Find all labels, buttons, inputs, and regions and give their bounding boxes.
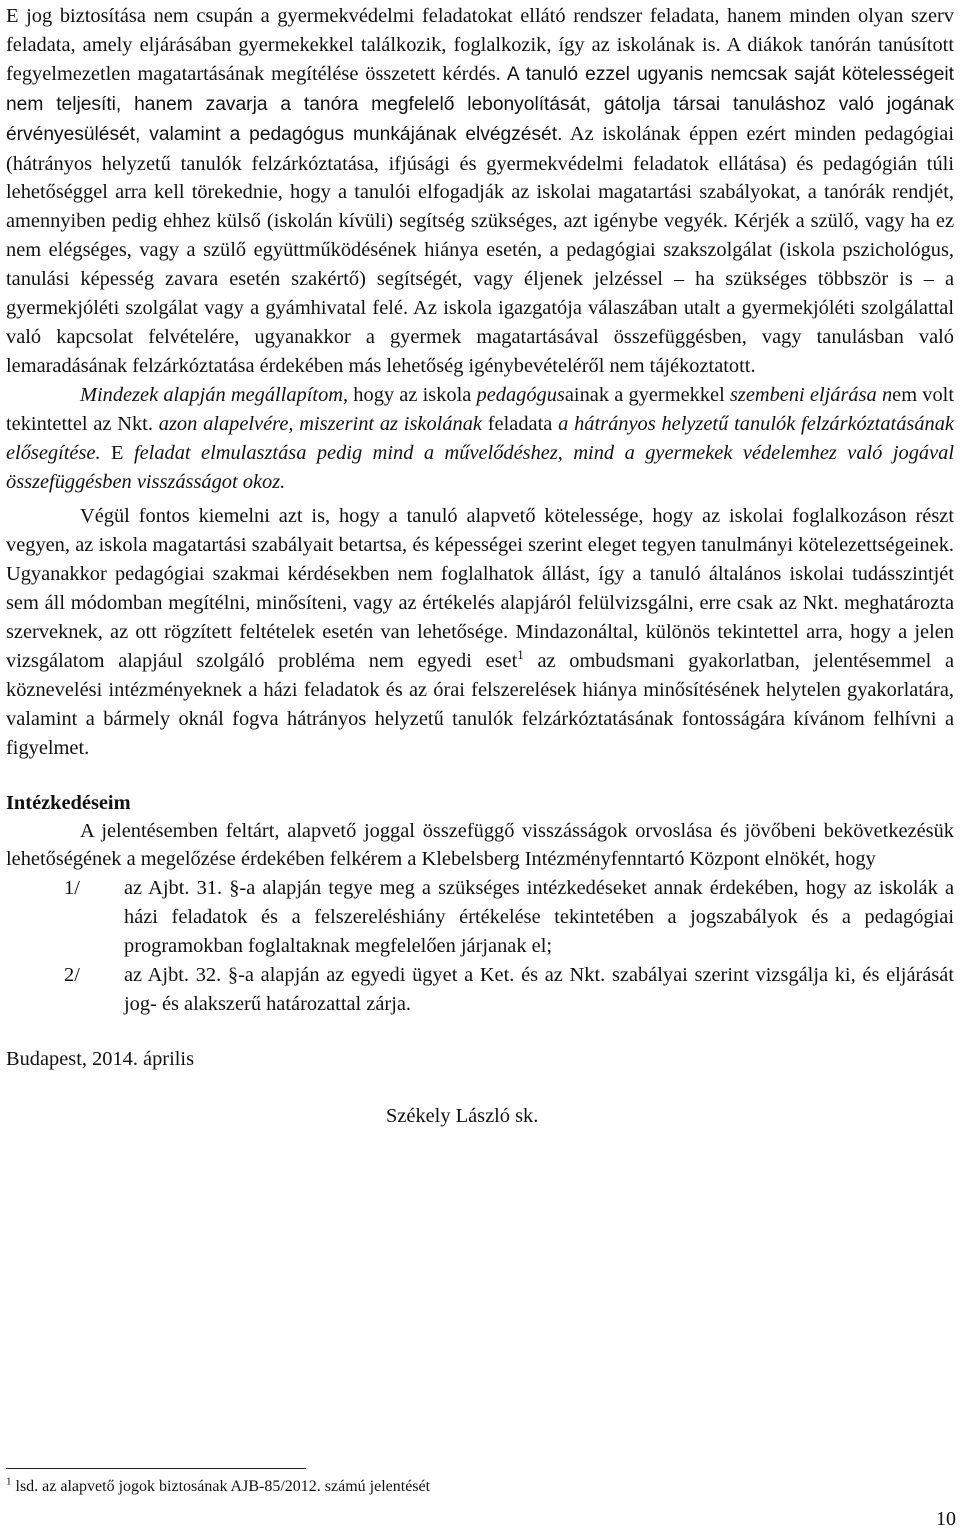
finding-italic-1: Mindezek alapján megállapítom — [80, 383, 343, 406]
footnote-divider — [6, 1468, 306, 1469]
measures-list — [6, 874, 954, 1019]
finding-text-2: ainak a gyermekkel — [564, 383, 730, 406]
finding-text-5: E — [100, 441, 134, 464]
footnote-text: lsd. az alapvető jogok biztosának AJB-85/2012. számú jelentését — [11, 1478, 431, 1495]
paragraph-3-part-a: Végül fontos kiemelni azt is, hogy a tanuló alapvető kötelessége, hogy az iskolai foglalkozáson részt vegyen, az iskola magatartási szabályait betartsa, és képességei szerint eleget tegyen tanulmányi kötelezettségeinek. Ugyanakkor pedagógiai szakmai kérdésekben nem foglalhatok állást, így a tanuló általános iskolai tudásszintjét sem áll módomban megítélni, minősíteni, vagy az értékelés alapjáról felülvizsgálni, erre csak az Nkt. meghatározta szerveknek, az ott rögzített feltételek esetén van lehetősége. Mindazonáltal, különös tekintettel arra, hogy a jelen vizsgálatom alapjául szolgáló probléma nem egyedi eset — [6, 505, 954, 672]
paragraph-3-part-b: az ombudsmani gyakorlatban, jelentésemmel a köznevelési intézményeknek a házi feladatok és az órai felszerelések hiánya minősítésének helytelen gyakorlatára, valamint a bármely oknál fogva hátrányos helyzetű tanulók felzárkóztatásának fontosságára kívánom felhívni a figyelmet. — [6, 649, 955, 759]
place-date: Budapest, 2014. április — [6, 1047, 195, 1070]
list-item — [6, 874, 954, 961]
finding-text-4: feladata — [481, 412, 559, 435]
footnote-reference[interactable]: 1 — [517, 647, 524, 663]
list-item-text: az Ajbt. 32. §-a alapján az egyedi ügyet a Ket. és az Nkt. szabályai szerint vizsgálja ki, és eljárását jog- és alakszerű határozattal zárja. — [124, 964, 954, 1015]
finding-text-3: em volt tekintettel az Nkt. — [6, 383, 954, 435]
finding-italic-6: feladat elmulasztása pedig mind a művelődéshez, mind a gyermekek védelemhez való jogával összefüggésben visszásságot okoz. — [6, 441, 955, 493]
paragraph-2 — [6, 381, 954, 497]
footnote-number: 1 — [6, 1475, 12, 1488]
finding-italic-5: a hátrányos helyzetű tanulók felzárkóztatásának elősegítése. — [6, 412, 954, 464]
measures-intro: A jelentésemben feltárt, alapvető joggal összefüggő visszásságok orvoslása és jövőbeni bekövetkezésük lehetőségének a megelőzése érdekében felkérem a Klebelsberg Intézményfenntartó Központ elnökét, hogy — [6, 819, 954, 871]
finding-italic-3: szembeni eljárása n — [729, 383, 893, 406]
paragraph-3 — [6, 502, 954, 762]
paragraph-1 — [6, 0, 954, 381]
finding-text-1: , hogy az iskola — [343, 383, 477, 406]
paragraph-1-part-a: E jog biztosítása nem csupán a gyermekvédelmi feladatokat ellátó rendszer feladata, hanem minden olyan szerv feladata, amely eljárásában gyermekekkel találkozik, foglalkozik, így az iskolának is. A diákok tanórán tanúsított fegyelmezetlen magatartásának megítélése összetett kérdés. — [6, 5, 954, 85]
measures-heading: Intézkedéseim — [6, 791, 131, 814]
paragraph-1-part-c: Az iskolának éppen ezért minden pedagógiai (hátrányos helyzetű tanulók felzárkóztatása, ifjúsági és gyermekvédelmi feladatok ellátása) és pedagógián túli lehetőséggel arra kell törekednie, hogy a tanulói elfogadják az iskolai magatartási szabályokat, a tanórák rendjét, amennyiben pedig ehhez külső (iskolán kívüli) segítség szükséges, azt igénybe vegyék. Kérjék a szülő, vagy ha ez nem elégséges, vagy a szülő együttműködésének hiánya esetén, a pedagógiai szakszolgálat (iskola pszichológus, tanulási képesség zavara esetén szakértő) segítségét, vagy éljenek jelzéssel – ha szükséges többször is – a gyermekjóléti szolgálat vagy a gyámhivatal felé. Az iskola igazgatója válaszában utalt a gyermekjóléti szolgálattal való kapcsolat felvételére, ugyanakkor a gyermek magatartásával összefüggésben, vagy tanulásban való lemaradásának felzárkóztatása érdekében más lehetőség igénybevételéről nem tájékoztatott. — [6, 122, 955, 377]
finding-italic-4: azon alapelvére, miszerint az iskolának — [158, 412, 482, 435]
document-page — [6, 0, 954, 1130]
page-number: 10 — [936, 1508, 956, 1530]
signature: Székely László sk. — [386, 1104, 539, 1127]
list-item — [6, 961, 954, 1019]
footnote — [6, 1476, 430, 1498]
list-item-number: 2/ — [64, 964, 80, 987]
list-item-text: az Ajbt. 31. §-a alapján tegye meg a szükséges intézkedéseket annak érdekében, hogy az iskolák a házi feladatok és a felszereléshiány értékelése tekintetében a jogszabályok és a pedagógiai programokban foglaltaknak megfelelően járjanak el; — [124, 877, 954, 958]
list-item-number: 1/ — [64, 877, 80, 900]
paragraph-1-part-b: A tanuló ezzel ugyanis nemcsak saját kötelességeit nem teljesíti, hanem zavarja a tanóra megfelelő lebonyolítását, gátolja társai tanuláshoz való jogának érvényesülését, valamint a pedagógus munkájának elvégzését. — [6, 63, 954, 145]
finding-italic-2: pedagógus — [476, 383, 565, 406]
